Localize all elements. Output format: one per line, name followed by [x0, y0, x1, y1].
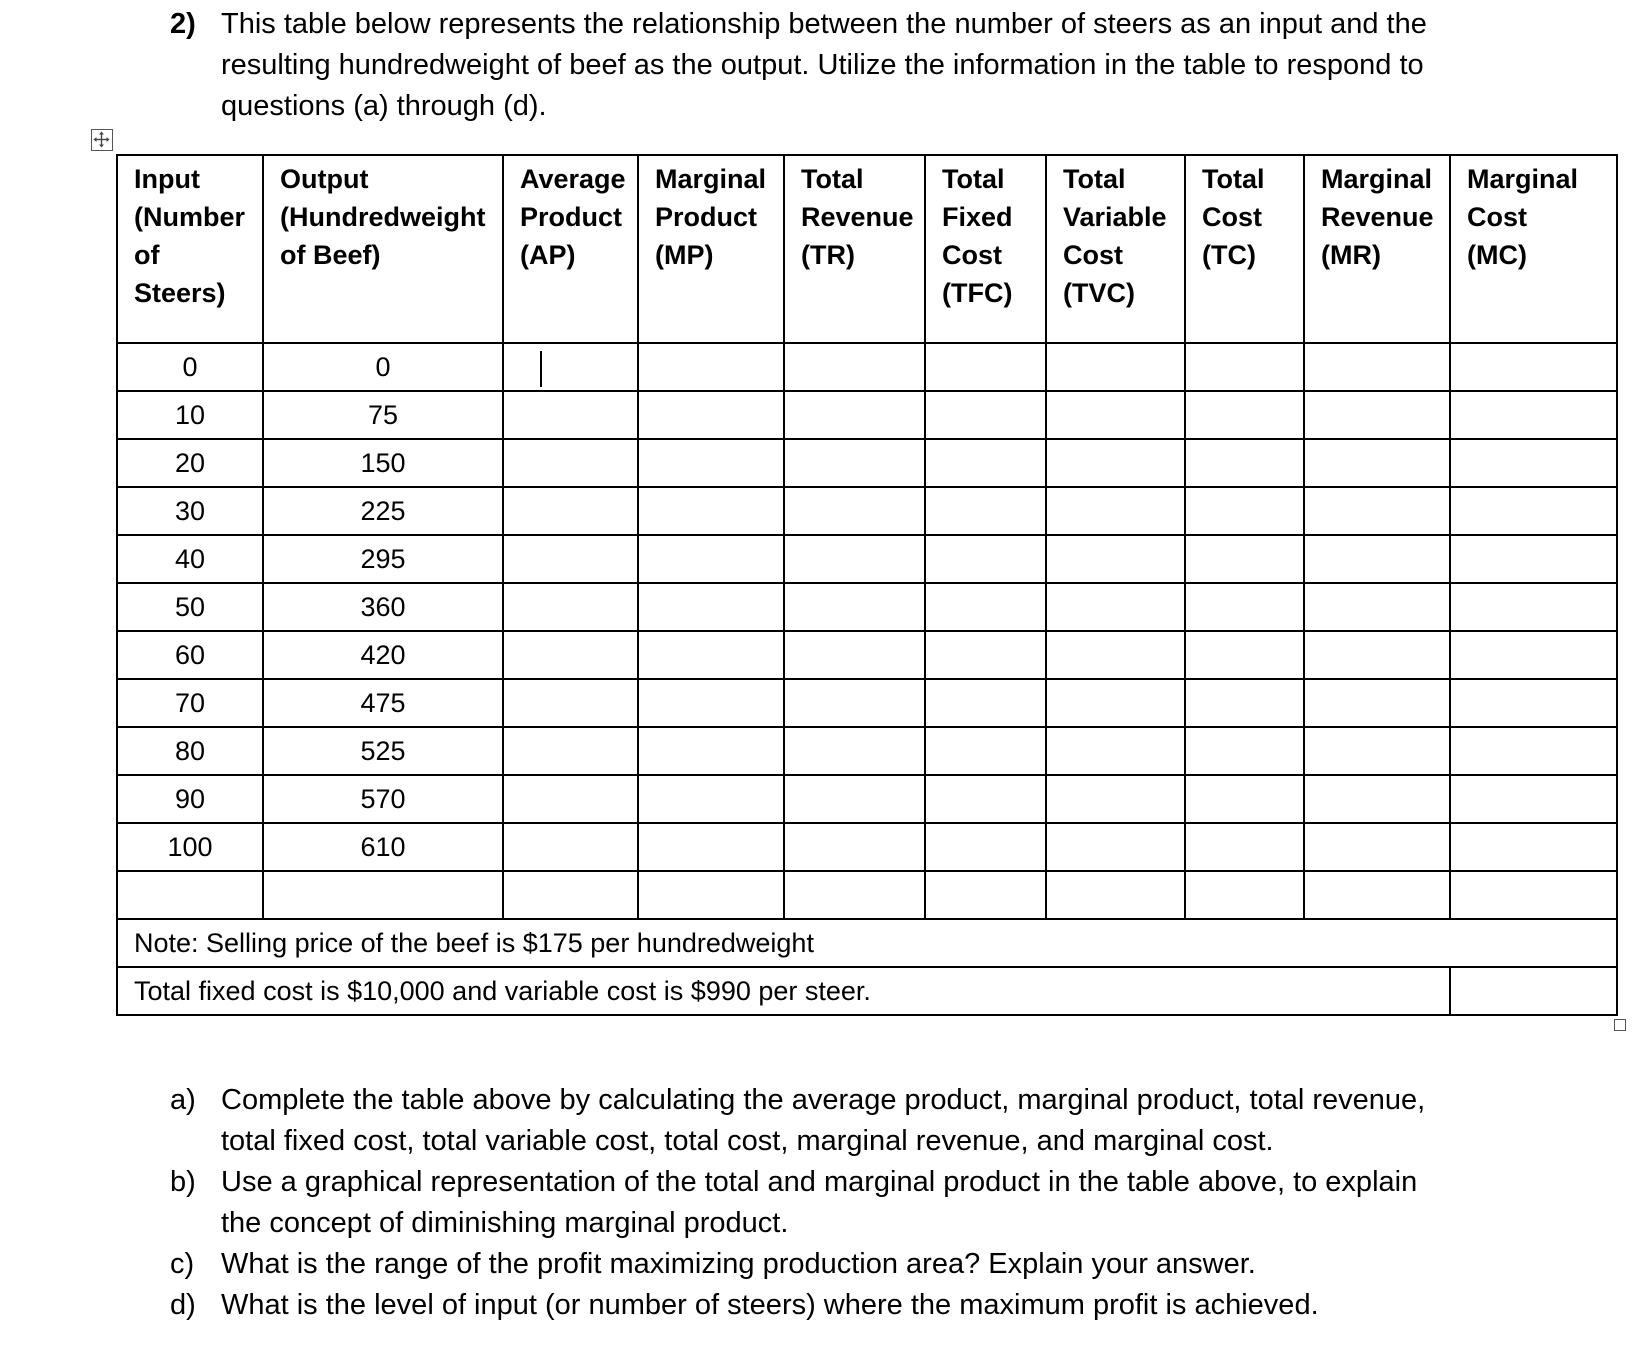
- production-table: [116, 154, 1618, 1016]
- empty-cell[interactable]: [503, 775, 638, 823]
- empty-cell[interactable]: [503, 823, 638, 871]
- empty-cell[interactable]: [1185, 343, 1304, 391]
- empty-cell[interactable]: [784, 487, 925, 535]
- header-total-revenue: Total Revenue (TR): [784, 155, 925, 343]
- header-marginal-cost: Marginal Cost (MC): [1450, 155, 1617, 343]
- empty-cell[interactable]: [925, 727, 1046, 775]
- empty-cell[interactable]: [1450, 583, 1617, 631]
- empty-cell[interactable]: [638, 391, 784, 439]
- table-move-handle-icon[interactable]: [91, 129, 113, 151]
- cell-input: 10: [117, 391, 263, 439]
- part-c: [170, 1244, 1460, 1285]
- empty-cell[interactable]: [1046, 631, 1185, 679]
- table-row: [117, 775, 1617, 823]
- header-output: Output (Hundredweight of Beef): [263, 155, 503, 343]
- cell-output: 150: [263, 439, 503, 487]
- empty-cell[interactable]: [1450, 967, 1617, 1015]
- empty-cell[interactable]: [1046, 583, 1185, 631]
- empty-cell[interactable]: [1304, 391, 1450, 439]
- empty-cell[interactable]: [1046, 823, 1185, 871]
- part-text: Complete the table above by calculating the average product, marginal product, total revenue, total fixed cost, total variable cost, total cost, marginal revenue, and marginal cost.: [221, 1084, 1426, 1157]
- cell-output: [263, 871, 503, 919]
- empty-cell[interactable]: [1185, 871, 1304, 919]
- table-row: [117, 679, 1617, 727]
- empty-cell[interactable]: [784, 679, 925, 727]
- empty-cell[interactable]: [1304, 727, 1450, 775]
- empty-cell[interactable]: [1185, 679, 1304, 727]
- empty-cell[interactable]: [1450, 343, 1617, 391]
- empty-cell[interactable]: [1046, 535, 1185, 583]
- empty-cell[interactable]: [638, 679, 784, 727]
- empty-cell[interactable]: [784, 391, 925, 439]
- empty-cell[interactable]: [638, 727, 784, 775]
- cell-input: 100: [117, 823, 263, 871]
- empty-cell[interactable]: [1046, 871, 1185, 919]
- empty-cell[interactable]: [925, 679, 1046, 727]
- empty-cell[interactable]: [1185, 775, 1304, 823]
- empty-cell[interactable]: [1304, 871, 1450, 919]
- empty-cell[interactable]: [925, 439, 1046, 487]
- empty-cell[interactable]: [1450, 391, 1617, 439]
- part-text: What is the level of input (or number of steers) where the maximum profit is achieved.: [221, 1289, 1319, 1321]
- empty-cell[interactable]: [638, 535, 784, 583]
- empty-cell[interactable]: [638, 439, 784, 487]
- header-average-product: Average Product (AP): [503, 155, 638, 343]
- header-total-variable-cost: Total Variable Cost (TVC): [1046, 155, 1185, 343]
- text-cursor: [540, 351, 542, 387]
- cell-input: 80: [117, 727, 263, 775]
- empty-cell[interactable]: [925, 823, 1046, 871]
- part-a: [170, 1080, 1460, 1162]
- empty-cell[interactable]: [784, 631, 925, 679]
- cell-input: 40: [117, 535, 263, 583]
- empty-cell[interactable]: [1450, 535, 1617, 583]
- empty-cell[interactable]: [503, 583, 638, 631]
- empty-cell[interactable]: [1304, 487, 1450, 535]
- part-letter: c): [170, 1248, 195, 1280]
- empty-cell[interactable]: [784, 775, 925, 823]
- cell-input: 70: [117, 679, 263, 727]
- empty-cell[interactable]: [1185, 487, 1304, 535]
- part-letter: d): [170, 1289, 196, 1321]
- cell-output: 420: [263, 631, 503, 679]
- empty-cell[interactable]: [784, 871, 925, 919]
- header-marginal-product: Marginal Product (MP): [638, 155, 784, 343]
- table-row: [117, 583, 1617, 631]
- cell-input: 90: [117, 775, 263, 823]
- table-body: [117, 343, 1617, 919]
- empty-cell[interactable]: [925, 487, 1046, 535]
- part-b: [170, 1162, 1460, 1244]
- empty-cell[interactable]: [784, 823, 925, 871]
- empty-cell[interactable]: [1046, 775, 1185, 823]
- empty-cell[interactable]: [925, 583, 1046, 631]
- part-text: What is the range of the profit maximizing production area? Explain your answer.: [221, 1248, 1256, 1280]
- note-price: Note: Selling price of the beef is $175 per hundredweight: [117, 919, 1617, 967]
- table-row: [117, 343, 1617, 391]
- empty-cell[interactable]: [1450, 439, 1617, 487]
- empty-cell[interactable]: [638, 583, 784, 631]
- empty-cell[interactable]: [638, 487, 784, 535]
- empty-cell[interactable]: [1185, 823, 1304, 871]
- empty-cell[interactable]: [503, 535, 638, 583]
- empty-cell[interactable]: [925, 775, 1046, 823]
- empty-cell[interactable]: [503, 871, 638, 919]
- empty-cell[interactable]: [503, 391, 638, 439]
- cell-output: 570: [263, 775, 503, 823]
- question-2: [170, 4, 1460, 127]
- empty-cell[interactable]: [1046, 391, 1185, 439]
- empty-cell[interactable]: [503, 487, 638, 535]
- empty-cell[interactable]: [1450, 487, 1617, 535]
- table-resize-handle-icon[interactable]: [1614, 1019, 1626, 1031]
- empty-cell[interactable]: [503, 343, 638, 391]
- empty-cell[interactable]: [503, 439, 638, 487]
- cell-output: 75: [263, 391, 503, 439]
- empty-cell[interactable]: [784, 727, 925, 775]
- question-text: This table below represents the relationship between the number of steers as an input and the resulting hundredweight of beef as the output. Utilize the information in the table to respond to questions (a) through (d).: [221, 8, 1427, 122]
- cell-input: 20: [117, 439, 263, 487]
- cell-output: 360: [263, 583, 503, 631]
- empty-cell[interactable]: [1185, 583, 1304, 631]
- empty-cell[interactable]: [503, 727, 638, 775]
- empty-cell[interactable]: [784, 535, 925, 583]
- empty-cell[interactable]: [638, 775, 784, 823]
- empty-cell[interactable]: [1185, 535, 1304, 583]
- header-marginal-revenue: Marginal Revenue (MR): [1304, 155, 1450, 343]
- empty-cell[interactable]: [638, 871, 784, 919]
- cell-output: 610: [263, 823, 503, 871]
- empty-cell[interactable]: [925, 871, 1046, 919]
- cell-input: 60: [117, 631, 263, 679]
- cell-input: 30: [117, 487, 263, 535]
- empty-cell[interactable]: [1450, 631, 1617, 679]
- header-total-cost: Total Cost (TC): [1185, 155, 1304, 343]
- empty-cell[interactable]: [638, 343, 784, 391]
- empty-cell[interactable]: [1450, 679, 1617, 727]
- question-number: 2): [170, 8, 196, 40]
- empty-cell[interactable]: [784, 343, 925, 391]
- cell-input: 50: [117, 583, 263, 631]
- empty-cell[interactable]: [1046, 343, 1185, 391]
- header-row: [117, 155, 1617, 343]
- part-d: [170, 1285, 1460, 1326]
- note-cost: Total fixed cost is $10,000 and variable cost is $990 per steer.: [117, 967, 1450, 1015]
- part-text: Use a graphical representation of the total and marginal product in the table above, to explain the concept of diminishing marginal product.: [221, 1166, 1418, 1239]
- empty-cell[interactable]: [1450, 823, 1617, 871]
- cell-output: 295: [263, 535, 503, 583]
- header-total-fixed-cost: Total Fixed Cost (TFC): [925, 155, 1046, 343]
- cell-output: 525: [263, 727, 503, 775]
- empty-cell[interactable]: [784, 439, 925, 487]
- cell-input: 0: [117, 343, 263, 391]
- empty-cell[interactable]: [1046, 727, 1185, 775]
- empty-cell[interactable]: [1185, 439, 1304, 487]
- empty-cell[interactable]: [1304, 775, 1450, 823]
- cell-output: 225: [263, 487, 503, 535]
- table-row: [117, 871, 1617, 919]
- table-row: [117, 391, 1617, 439]
- cell-input: [117, 871, 263, 919]
- note-row-price: [117, 919, 1617, 967]
- empty-cell[interactable]: [1450, 871, 1617, 919]
- part-letter: a): [170, 1084, 196, 1116]
- empty-cell[interactable]: [1304, 439, 1450, 487]
- empty-cell[interactable]: [925, 343, 1046, 391]
- empty-cell[interactable]: [1450, 727, 1617, 775]
- table-row: [117, 631, 1617, 679]
- empty-cell[interactable]: [1304, 535, 1450, 583]
- header-input: Input (Number of Steers): [117, 155, 263, 343]
- cell-output: 0: [263, 343, 503, 391]
- empty-cell[interactable]: [1304, 679, 1450, 727]
- empty-cell[interactable]: [1046, 487, 1185, 535]
- empty-cell[interactable]: [1304, 631, 1450, 679]
- empty-cell[interactable]: [1185, 727, 1304, 775]
- empty-cell[interactable]: [1450, 775, 1617, 823]
- empty-cell[interactable]: [1304, 583, 1450, 631]
- empty-cell[interactable]: [503, 631, 638, 679]
- empty-cell[interactable]: [784, 583, 925, 631]
- note-row-cost: [117, 967, 1617, 1015]
- empty-cell[interactable]: [1046, 439, 1185, 487]
- empty-cell[interactable]: [1046, 679, 1185, 727]
- empty-cell[interactable]: [638, 823, 784, 871]
- empty-cell[interactable]: [503, 679, 638, 727]
- part-letter: b): [170, 1166, 196, 1198]
- table-row: [117, 535, 1617, 583]
- empty-cell[interactable]: [638, 631, 784, 679]
- empty-cell[interactable]: [1304, 343, 1450, 391]
- table-row: [117, 439, 1617, 487]
- empty-cell[interactable]: [925, 391, 1046, 439]
- table-row: [117, 487, 1617, 535]
- cell-output: 475: [263, 679, 503, 727]
- question-parts: [170, 1080, 1460, 1326]
- table-row: [117, 823, 1617, 871]
- empty-cell[interactable]: [1185, 631, 1304, 679]
- table-row: [117, 727, 1617, 775]
- empty-cell[interactable]: [925, 535, 1046, 583]
- empty-cell[interactable]: [1185, 391, 1304, 439]
- empty-cell[interactable]: [925, 631, 1046, 679]
- empty-cell[interactable]: [1304, 823, 1450, 871]
